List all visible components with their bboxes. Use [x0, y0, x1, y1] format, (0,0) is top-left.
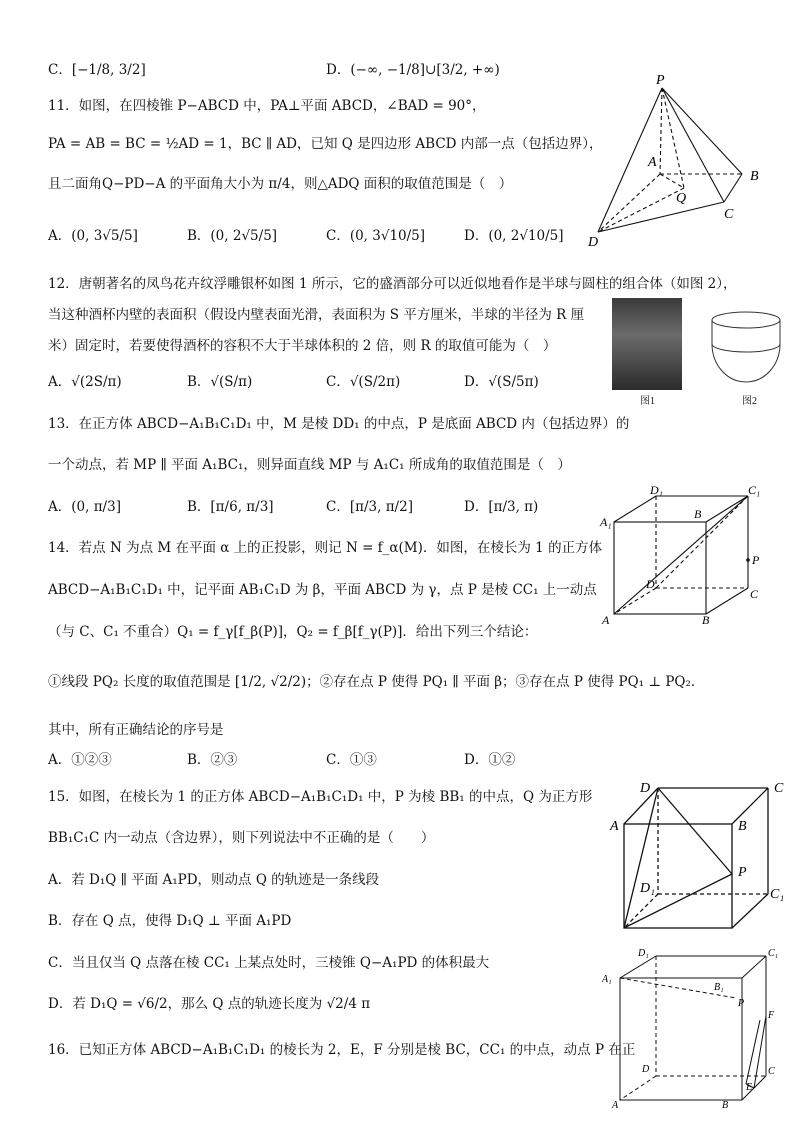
q15-option-c: C．当且仅当 Q 点落在棱 CC₁ 上某点处时，三棱锥 Q−A₁PD 的体积最大: [48, 955, 490, 971]
label-c1: C₁: [768, 948, 779, 959]
q15-option-b: B．存在 Q 点，使得 D₁Q ⊥ 平面 A₁PD: [48, 913, 292, 929]
figure2-caption: 图2: [742, 396, 757, 407]
cube-diagram-q15: [604, 774, 794, 934]
q11-option-a: A．(0, 3√5/5]: [48, 228, 138, 244]
q15-stem-line2: BB₁C₁C 内一动点（含边界），则下列说法中不正确的是（ ）: [48, 830, 435, 846]
label-p: P: [738, 865, 747, 880]
q14-stem-line3: （与 C、C₁ 不重合）Q₁ = f_γ[f_β(P)]，Q₂ = f_β[f_γ(P)]．给出下列三个结论：: [48, 624, 538, 640]
q11-stem-line2: PA = AB = BC = ½AD = 1，BC ∥ AD，已知 Q 是四边形 ABCD 内部一点（包括边界），: [48, 136, 603, 152]
cube-diagram-q16: [596, 942, 794, 1112]
q12-option-c: C．√(S/2π): [326, 374, 401, 390]
label-b: B: [722, 1100, 729, 1111]
label-e: E: [746, 1082, 753, 1093]
q14-stem-line5: 其中，所有正确结论的序号是: [48, 722, 224, 738]
q11-pyramid-figure: [584, 70, 784, 259]
label-f: F: [768, 1010, 775, 1021]
label-c: C: [750, 587, 759, 601]
q11-option-c: C．(0, 3√10/5]: [326, 228, 426, 244]
label-p: P: [738, 998, 745, 1009]
q16-cube-figure: [596, 942, 794, 1116]
q15-option-d: D．若 D₁Q = √6/2，那么 Q 点的轨迹长度为 √2/4 π: [48, 996, 371, 1012]
label-q: Q: [676, 191, 687, 206]
q10-option-c: C．[−1/8, 3/2]: [48, 62, 146, 78]
silver-cup-photo: [612, 298, 682, 390]
q14-conclusions: ①线段 PQ₂ 长度的取值范围是 [1/2, √2/2)；②存在点 P 使得 PQ₁ ∥ 平面 β；③存在点 P 使得 PQ₁ ⊥ PQ₂．: [48, 674, 705, 690]
q11-option-b: B．(0, 2√5/5]: [187, 228, 278, 244]
q12-option-a: A．√(2S/π): [48, 374, 122, 390]
q14-stem-line2: ABCD−A₁B₁C₁D₁ 中，记平面 AB₁C₁D 为 β，平面 ABCD 为 γ，点 P 是棱 CC₁ 上一动点: [48, 582, 597, 598]
q16-stem-line1: 16．已知正方体 ABCD−A₁B₁C₁D₁ 的棱长为 2，E，F 分别是棱 BC，CC₁ 的中点，动点 P 在正: [48, 1042, 636, 1058]
label-c: C: [768, 1066, 775, 1077]
pyramid-diagram: [584, 70, 784, 255]
label-d1: D₁: [638, 948, 649, 959]
q13-stem-line2: 一个动点，若 MP ∥ 平面 A₁BC₁，则异面直线 MP 与 A₁C₁ 所成角的取值范围是（ ）: [48, 457, 571, 473]
q11-option-d: D．(0, 2√10/5]: [464, 228, 564, 244]
q13-stem-line1: 13．在正方体 ABCD−A₁B₁C₁D₁ 中，M 是棱 DD₁ 的中点，P 是底面 ABCD 内（包括边界）的: [48, 416, 630, 432]
label-a: A: [602, 613, 610, 627]
label-a1: A₁: [600, 515, 612, 529]
q14-option-a: A．①②③: [48, 752, 112, 768]
label-b: B: [702, 613, 710, 627]
label-d: D: [646, 577, 655, 591]
point-p-marker: [746, 558, 750, 562]
cube-diagram-q14: [598, 480, 788, 630]
label-p: P: [656, 73, 665, 88]
label-c: C: [774, 781, 784, 796]
label-c: C: [724, 207, 734, 222]
q11-stem-line3: 且二面角Q−PD−A 的平面角大小为 π/4，则△ADQ 面积的取值范围是（ ）: [48, 176, 513, 192]
label-d: D: [640, 781, 651, 796]
q14-stem-line1: 14．若点 N 为点 M 在平面 α 上的正投影，则记 N = f_α(M)．如图，在棱长为 1 的正方体: [48, 540, 603, 556]
label-d: D: [588, 235, 599, 250]
label-a1: A₁: [602, 974, 612, 985]
q11-stem-line1: 11．如图，在四棱锥 P−ABCD 中，PA⊥平面 ABCD，∠BAD = 90°，: [48, 98, 486, 114]
q15-option-a: A．若 D₁Q ∥ 平面 A₁PD，则动点 Q 的轨迹是一条线段: [48, 872, 380, 888]
label-a: A: [648, 155, 657, 170]
label-p: P: [752, 553, 760, 567]
label-d1: D₁: [640, 881, 655, 896]
label-d1: D₁: [650, 483, 663, 497]
q12-stem-line1: 12．唐朝著名的凤鸟花卉纹浮雕银杯如图 1 所示，它的盛酒部分可以近似地看作是半球与圆柱的组合体（如图 2），: [48, 276, 737, 292]
q13-option-d: D．[π/3, π): [464, 499, 539, 515]
label-c1: C₁: [770, 887, 785, 902]
q12-stem-line2: 当这种酒杯内壁的表面积（假设内壁表面光滑，表面积为 S 平方厘米，半球的半径为 R 厘: [48, 307, 585, 323]
q15-cube-figure: [604, 774, 794, 938]
q10-option-d: D．(−∞, −1/8]∪[3/2, +∞): [326, 62, 500, 78]
q13-option-a: A．(0, π/3]: [48, 499, 121, 515]
label-b1: B: [694, 507, 702, 521]
q12-option-b: B．√(S/π): [187, 374, 253, 390]
q13-option-c: C．[π/3, π/2]: [326, 499, 413, 515]
cup-diagram-figure: [706, 310, 786, 396]
label-b: B: [738, 819, 747, 834]
q13-option-b: B．[π/6, π/3]: [187, 499, 274, 515]
hemisphere-cylinder-diagram: [706, 310, 786, 392]
label-c1: C₁: [748, 483, 761, 497]
q14-cube-figure: [598, 480, 788, 634]
label-a: A: [610, 819, 619, 834]
q14-option-c: C．①③: [326, 752, 377, 768]
label-b: B: [750, 169, 759, 184]
label-b1: B₁: [714, 982, 724, 993]
q12-option-d: D．√(S/5π): [464, 374, 539, 390]
q14-option-d: D．①②: [464, 752, 516, 768]
figure1-caption: 图1: [640, 396, 655, 407]
q15-stem-line1: 15．如图，在棱长为 1 的正方体 ABCD−A₁B₁C₁D₁ 中，P 为棱 BB₁ 的中点，Q 为正方形: [48, 789, 593, 805]
q12-stem-line3: 米）固定时，若要使得酒杯的容积不大于半球体积的 2 倍，则 R 的取值可能为（ ）: [48, 338, 557, 354]
label-d: D: [642, 1064, 650, 1075]
q14-option-b: B．②③: [187, 752, 238, 768]
label-a: A: [612, 1100, 619, 1111]
